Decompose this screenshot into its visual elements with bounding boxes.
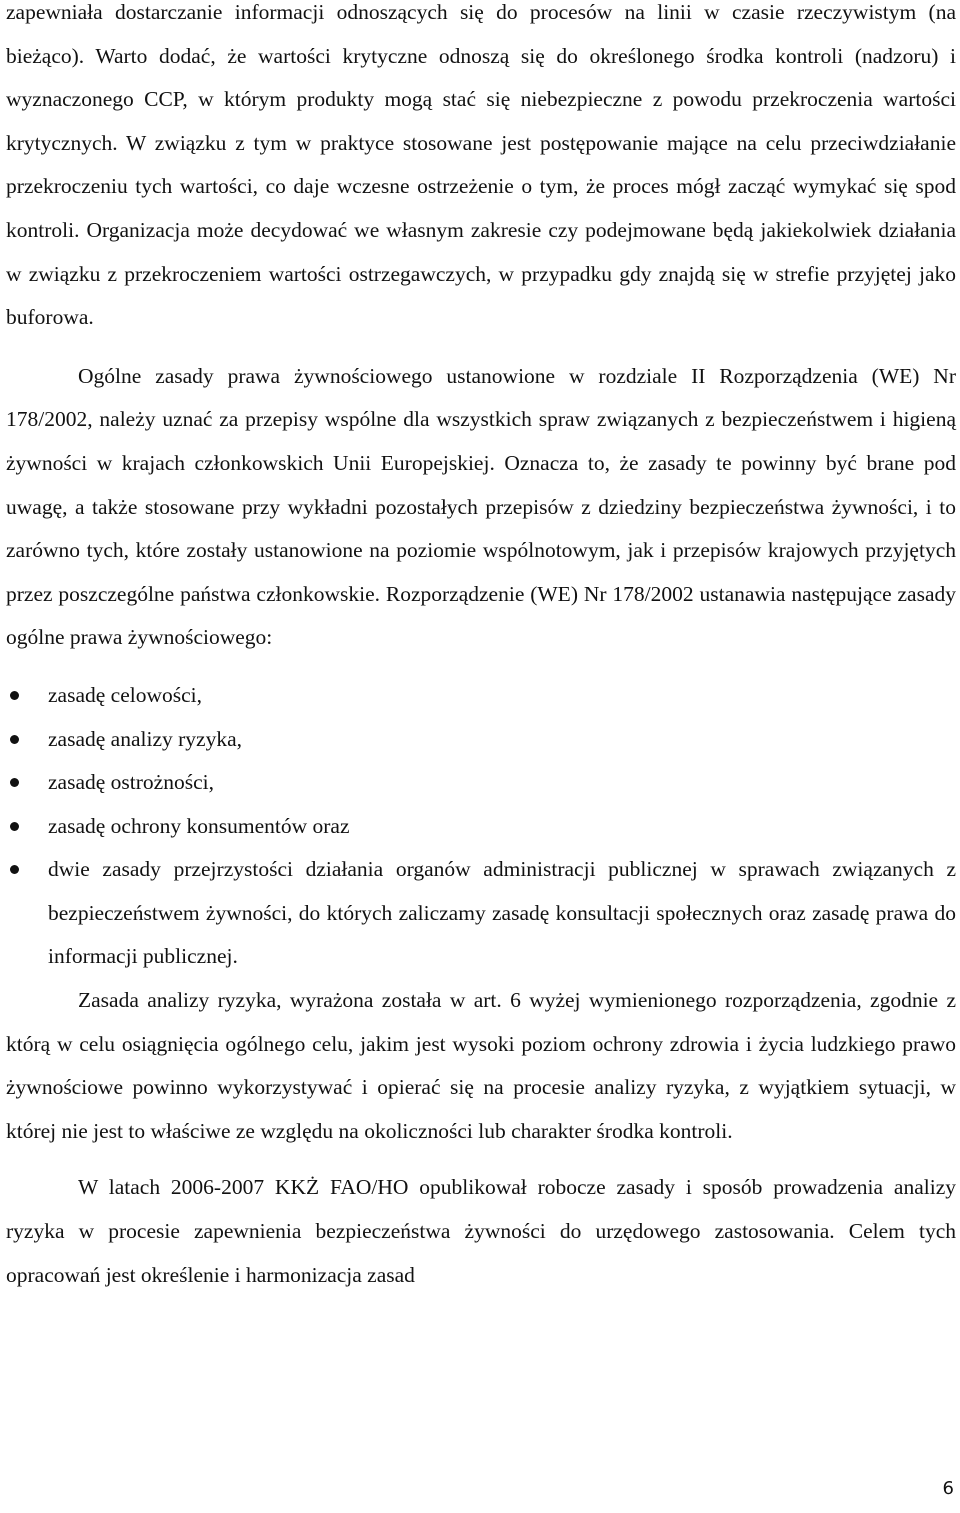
list-item [6, 761, 956, 805]
paragraph-1: zapewniała dostarczanie informacji odnoszących się do procesów na linii w czasie rzeczywistym (na bieżąco). Warto dodać, że wartości krytyczne odnoszą się do określonego środka kontroli (nadzoru) i wyznaczonego CCP, w którym produkty mogą stać się niebezpieczne z powodu przekroczenia wartości krytycznych. W związku z tym w praktyce stosowane jest postępowanie mające na celu przeciwdziałanie przekroczeniu tych wartości, co daje wczesne ostrzeżenie o tym, że proces mógł zacząć wymykać się spod kontroli. Organizacja może decydować we własnym zakresie czy podejmowane będą jakiekolwiek działania w związku z przekroczeniem wartości ostrzegawczych, w przypadku gdy znajdą się w strefie przyjętej jako buforowa. [6, 0, 956, 330]
list-item-text: zasadę celowości, [48, 682, 203, 707]
list-item-text: zasadę ostrożności, [48, 770, 214, 795]
bullet-dot-icon [10, 735, 19, 744]
document-page [6, 0, 956, 1297]
list-item-text: dwie zasady przejrzystości działania organów administracji publicznej w sprawach związanych z bezpieczeństwem żywności, do których zaliczamy zasadę konsultacji społecznych oraz zasadę prawa do informacji publicznej. [48, 857, 956, 969]
bullet-list [6, 674, 956, 979]
list-item [6, 674, 956, 718]
bullet-dot-icon [10, 691, 19, 700]
paragraph-2: Ogólne zasady prawa żywnościowego ustanowione w rozdziale II Rozporządzenia (WE) Nr 178/2002, należy uznać za przepisy wspólne dla wszystkich spraw związanych z bezpieczeństwem i higieną żywności w krajach członkowskich Unii Europejskiej. Oznacza to, że zasady te powinny być brane pod uwagę, a także stosowane przy wykładni pozostałych przepisów z dziedziny bezpieczeństwa żywności, i to zarówno tych, które zostały ustanowione na poziomie wspólnotowym, jak i przepisów krajowych przyjętych przez poszczególne państwa członkowskie. Rozporządzenie (WE) Nr 178/2002 ustanawia następujące zasady ogólne prawa żywnościowego: [6, 363, 956, 650]
paragraph-3: Zasada analizy ryzyka, wyrażona została w art. 6 wyżej wymienionego rozporządzenia, zgodnie z którą w celu osiągnięcia ogólnego celu, jakim jest wysoki poziom ochrony zdrowia i życia ludzkiego prawo żywnościowe powinno wykorzystywać i opierać się na procesie analizy ryzyka, z wyjątkiem sytuacji, w której nie jest to właściwe ze względu na okoliczności lub charakter środka kontroli. [6, 988, 956, 1143]
list-item-text: zasadę ochrony konsumentów oraz [48, 813, 350, 838]
bullet-dot-icon [10, 822, 19, 831]
page-number: 6 [942, 1478, 954, 1499]
bullet-dot-icon [10, 778, 19, 787]
list-item [6, 718, 956, 762]
bullet-dot-icon [10, 865, 19, 874]
paragraph-4: W latach 2006-2007 KKŻ FAO/HO opublikował robocze zasady i sposób prowadzenia analizy ryzyka w procesie zapewnienia bezpieczeństwa żywności do urzędowego zastosowania. Celem tych opracowań jest określenie i harmonizacja zasad [6, 1175, 956, 1287]
list-item-text: zasadę analizy ryzyka, [48, 726, 242, 751]
list-item [6, 805, 956, 849]
list-item [6, 848, 956, 979]
